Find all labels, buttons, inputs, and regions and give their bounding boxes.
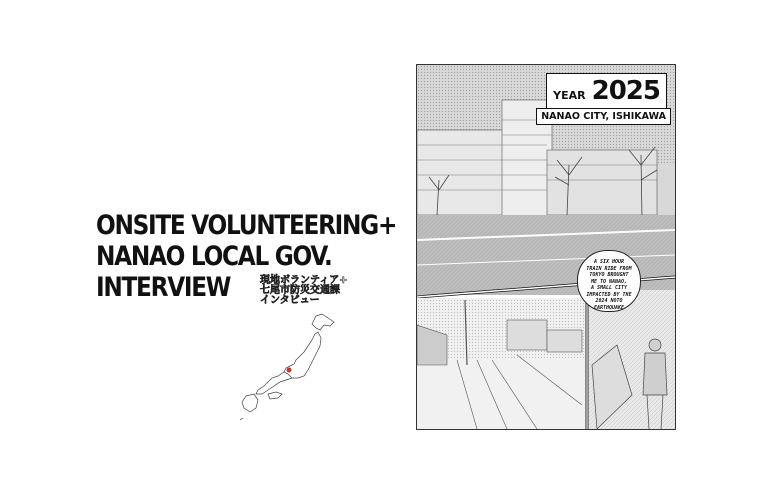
bubble-line: EARTHQUAKE [593, 304, 625, 311]
japan-map-icon [238, 312, 338, 422]
title-line-3: INTERVIEW [96, 272, 231, 303]
bubble-line: 2024 NOTO [595, 298, 623, 304]
title-line-2: NANAO LOCAL GOV. [96, 241, 332, 272]
bubble-line: TOKYO BROUGHT [589, 272, 629, 278]
bubble-line: ME TO NANAO, [590, 278, 628, 285]
title-block [96, 210, 445, 306]
japanese-line-2: 七尾市防災交通課 [259, 285, 340, 296]
location-caption: NANAO CITY, ISHIKAWA [536, 108, 671, 125]
japanese-line-1: 現地ボランティア+ [259, 275, 348, 286]
speech-bubble [577, 250, 641, 312]
comic-page [416, 64, 676, 430]
bubble-line: A SIX HOUR [593, 259, 625, 265]
japanese-subtitle [260, 276, 348, 306]
bubble-line: A SMALL CITY [590, 285, 628, 291]
title-line-1: ONSITE VOLUNTEERING+ [96, 210, 397, 241]
bubble-line: IMPACTED BY THE [586, 291, 632, 298]
year-label: YEAR [553, 89, 586, 102]
japanese-line-3: インタビュー [259, 295, 320, 306]
year-caption [546, 73, 667, 109]
bubble-line: TRAIN RIDE FROM [586, 265, 632, 272]
title-line-3-row [96, 272, 445, 306]
year-value: 2025 [591, 76, 660, 106]
